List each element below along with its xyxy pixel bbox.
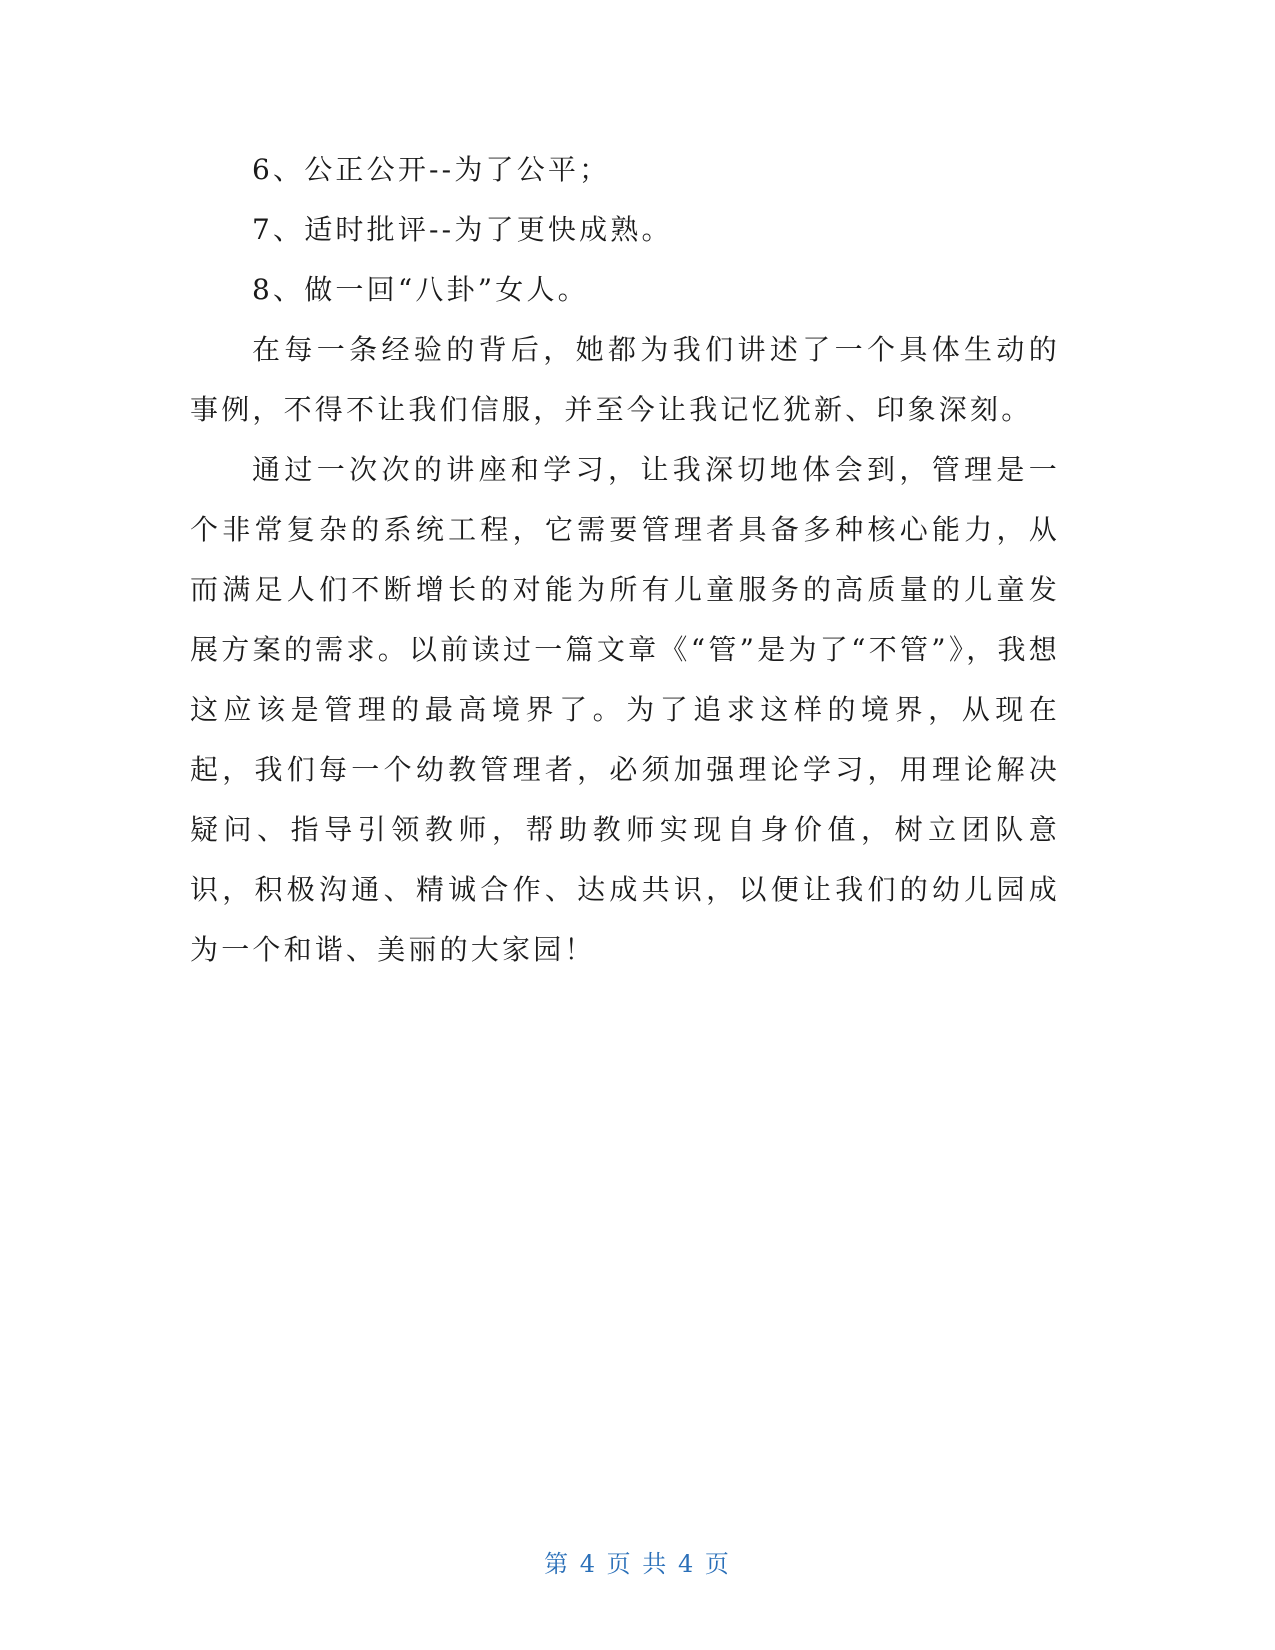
page-number-footer: 第 4 页 共 4 页 [544,1550,731,1578]
paragraph-conclusion: 通过一次次的讲座和学习，让我深切地体会到，管理是一个非常复杂的系统工程，它需要管理者具备多种核心能力，从而满足人们不断增长的对能为所有儿童服务的高质量的儿童发展方案的需求。以前读过一篇文章《“管”是为了“不管”》，我想这应该是管理的最高境界了。为了追求这样的境界，从现在起，我们每一个幼教管理者，必须加强理论学习，用理论解决疑问、指导引领教师，帮助教师实现自身价值，树立团队意识，积极沟通、精诚合作、达成共识，以便让我们的幼儿园成为一个和谐、美丽的大家园！ [190,453,1060,966]
list-item-7: 7、适时批评--为了更快成熟。 [252,213,673,246]
list-item-8: 8、做一回“八卦”女人。 [252,273,589,306]
document-body [190,140,1060,980]
list-item-6: 6、公正公开--为了公平； [252,153,611,186]
paragraph-experience: 在每一条经验的背后，她都为我们讲述了一个具体生动的事例，不得不让我们信服，并至今让我记忆犹新、印象深刻。 [190,333,1060,426]
